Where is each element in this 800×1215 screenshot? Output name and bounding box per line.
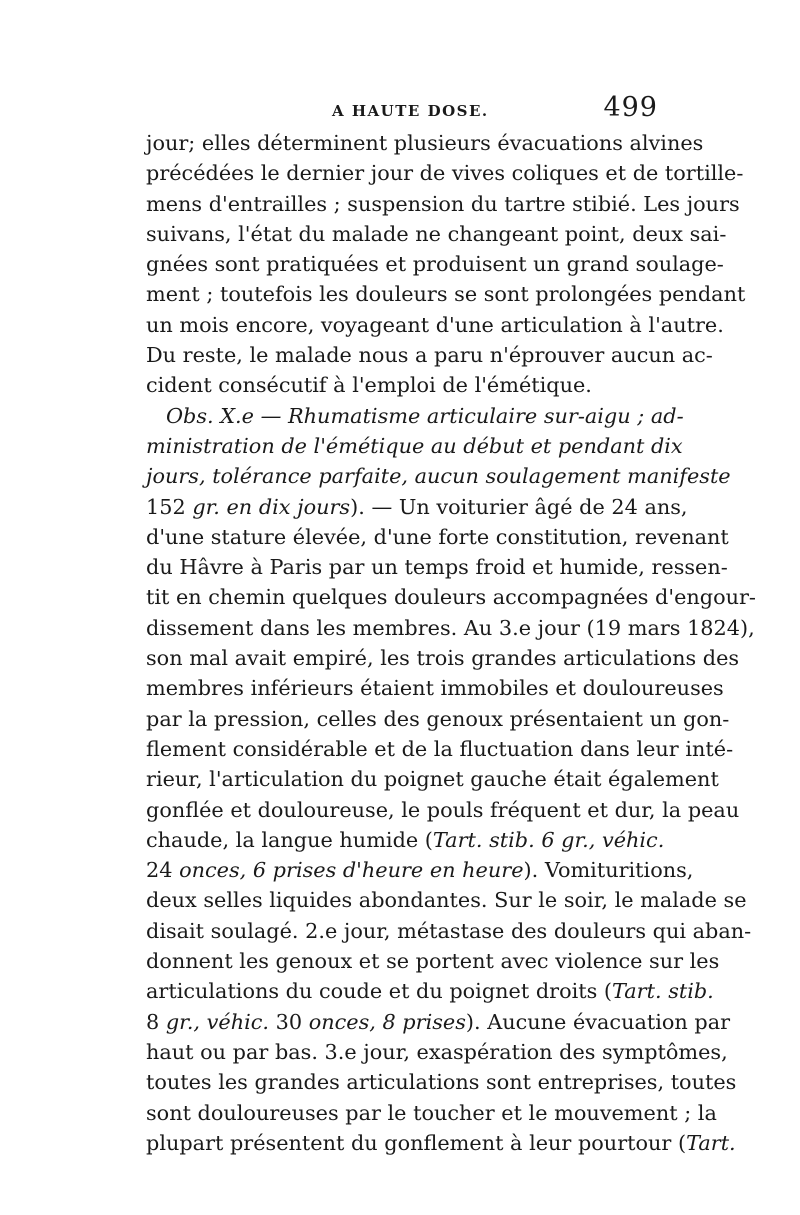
text-run: deux selles liquides abondantes. Sur le soir, le malade se — [146, 888, 747, 913]
text-line — [146, 370, 658, 400]
text-run: gonflée et douloureuse, le pouls fréquent et dur, la peau — [146, 797, 740, 822]
italic-text: gr., véhic. — [165, 1009, 270, 1034]
text-run: disait soulagé. 2.e jour, métastase des douleurs qui aban- — [146, 918, 752, 943]
text-run: suivans, l'état du malade ne changeant point, deux sai- — [146, 221, 727, 246]
text-line — [146, 492, 688, 522]
running-head — [146, 92, 658, 132]
text-run: Du reste, le malade nous a paru n'éprouver aucun ac- — [146, 343, 713, 368]
text-line — [146, 279, 746, 309]
text-line — [146, 552, 728, 582]
text-line — [146, 764, 719, 794]
text-run: gnées sont pratiquées et produisent un grand soulage- — [146, 252, 724, 277]
text-run: dissement dans les membres. Au 3.e jour (19 mars 1824), — [146, 615, 755, 640]
text-line — [146, 976, 714, 1006]
text-line — [146, 461, 731, 491]
text-run: flement considérable et de la fluctuation dans leur inté- — [146, 736, 734, 761]
page-number: 499 — [603, 92, 658, 123]
italic-text: onces, 8 prises — [308, 1009, 466, 1034]
running-head-title: A HAUTE DOSE. — [332, 102, 489, 120]
text-line — [146, 249, 724, 279]
text-line — [146, 128, 704, 158]
text-run: sont douloureuses par le toucher et le mouvement ; la — [146, 1100, 717, 1125]
italic-text: Tart. — [686, 1130, 736, 1155]
italic-text: jours, tolérance parfaite, aucun soulagement manifeste — [146, 464, 731, 489]
text-line — [146, 431, 683, 461]
italic-text: ministration de l'émétique au début et pendant dix — [146, 433, 683, 458]
italic-text: Tart. stib. — [612, 979, 714, 1004]
text-line — [146, 1128, 736, 1158]
text-line — [146, 885, 747, 915]
text-line — [146, 1098, 717, 1128]
text-line — [146, 340, 713, 370]
text-line — [146, 1067, 737, 1097]
text-line — [146, 310, 724, 340]
text-line — [146, 1007, 731, 1037]
text-run: ment ; toutefois les douleurs se sont prolongées pendant — [146, 282, 746, 307]
text-line — [146, 582, 756, 612]
text-line — [146, 613, 755, 643]
text-run: articulations du coude et du poignet droits ( — [146, 979, 613, 1004]
text-line — [146, 916, 752, 946]
text-run: cident consécutif à l'emploi de l'émétique. — [146, 373, 592, 398]
text-line — [146, 673, 724, 703]
text-run: 8 — [146, 1009, 166, 1034]
text-run: du Hâvre à Paris par un temps froid et humide, ressen- — [146, 555, 728, 580]
text-line — [146, 643, 740, 673]
italic-text: gr. en dix jours — [192, 494, 351, 519]
text-run: toutes les grandes articulations sont entreprises, toutes — [146, 1070, 737, 1095]
text-run: jour; elles déterminent plusieurs évacuations alvines — [146, 131, 704, 155]
text-run: 24 — [146, 858, 180, 883]
text-run: mens d'entrailles ; suspension du tartre stibié. Les jours — [146, 191, 740, 216]
italic-text: onces, 6 prises d'heure en heure — [179, 858, 524, 883]
text-line — [146, 704, 730, 734]
text-run: ). Vomituritions, — [523, 858, 694, 883]
text-run: 152 — [146, 494, 193, 519]
text-run: précédées le dernier jour de vives coliques et de tortille- — [146, 161, 744, 186]
text-line — [146, 158, 744, 188]
text-line — [146, 1037, 728, 1067]
text-line — [146, 522, 729, 552]
text-line — [146, 734, 734, 764]
text-run: ). Aucune évacuation par — [465, 1009, 731, 1034]
text-line — [146, 855, 694, 885]
body-text — [146, 128, 756, 1158]
text-run: tit en chemin quelques douleurs accompagnées d'engour- — [146, 585, 756, 610]
text-run: ). — Un voiturier âgé de 24 ans, — [350, 494, 688, 519]
text-run: 30 — [269, 1009, 309, 1034]
text-run: haut ou par bas. 3.e jour, exaspération des symptômes, — [146, 1039, 728, 1064]
text-run: donnent les genoux et se portent avec violence sur les — [146, 949, 720, 974]
text-line — [146, 795, 740, 825]
text-run: rieur, l'articulation du poignet gauche était également — [146, 767, 719, 792]
text-line — [146, 219, 727, 249]
text-line — [146, 946, 720, 976]
text-run: par la pression, celles des genoux présentaient un gon- — [146, 706, 730, 731]
text-run: chaude, la langue humide ( — [146, 827, 433, 852]
text-run: d'une stature élevée, d'une forte constitution, revenant — [146, 524, 729, 549]
text-line — [146, 401, 684, 431]
text-line — [146, 189, 740, 219]
italic-text: Obs. X.e — Rhumatisme articulaire sur-aigu ; ad- — [166, 403, 684, 428]
text-run: membres inférieurs étaient immobiles et douloureuses — [146, 676, 724, 701]
text-line — [146, 825, 665, 855]
text-run: son mal avait empiré, les trois grandes articulations des — [146, 646, 740, 671]
italic-text: Tart. stib. 6 gr., véhic. — [432, 827, 665, 852]
text-run: un mois encore, voyageant d'une articulation à l'autre. — [146, 312, 724, 337]
text-run: plupart présentent du gonflement à leur pourtour ( — [146, 1130, 687, 1155]
